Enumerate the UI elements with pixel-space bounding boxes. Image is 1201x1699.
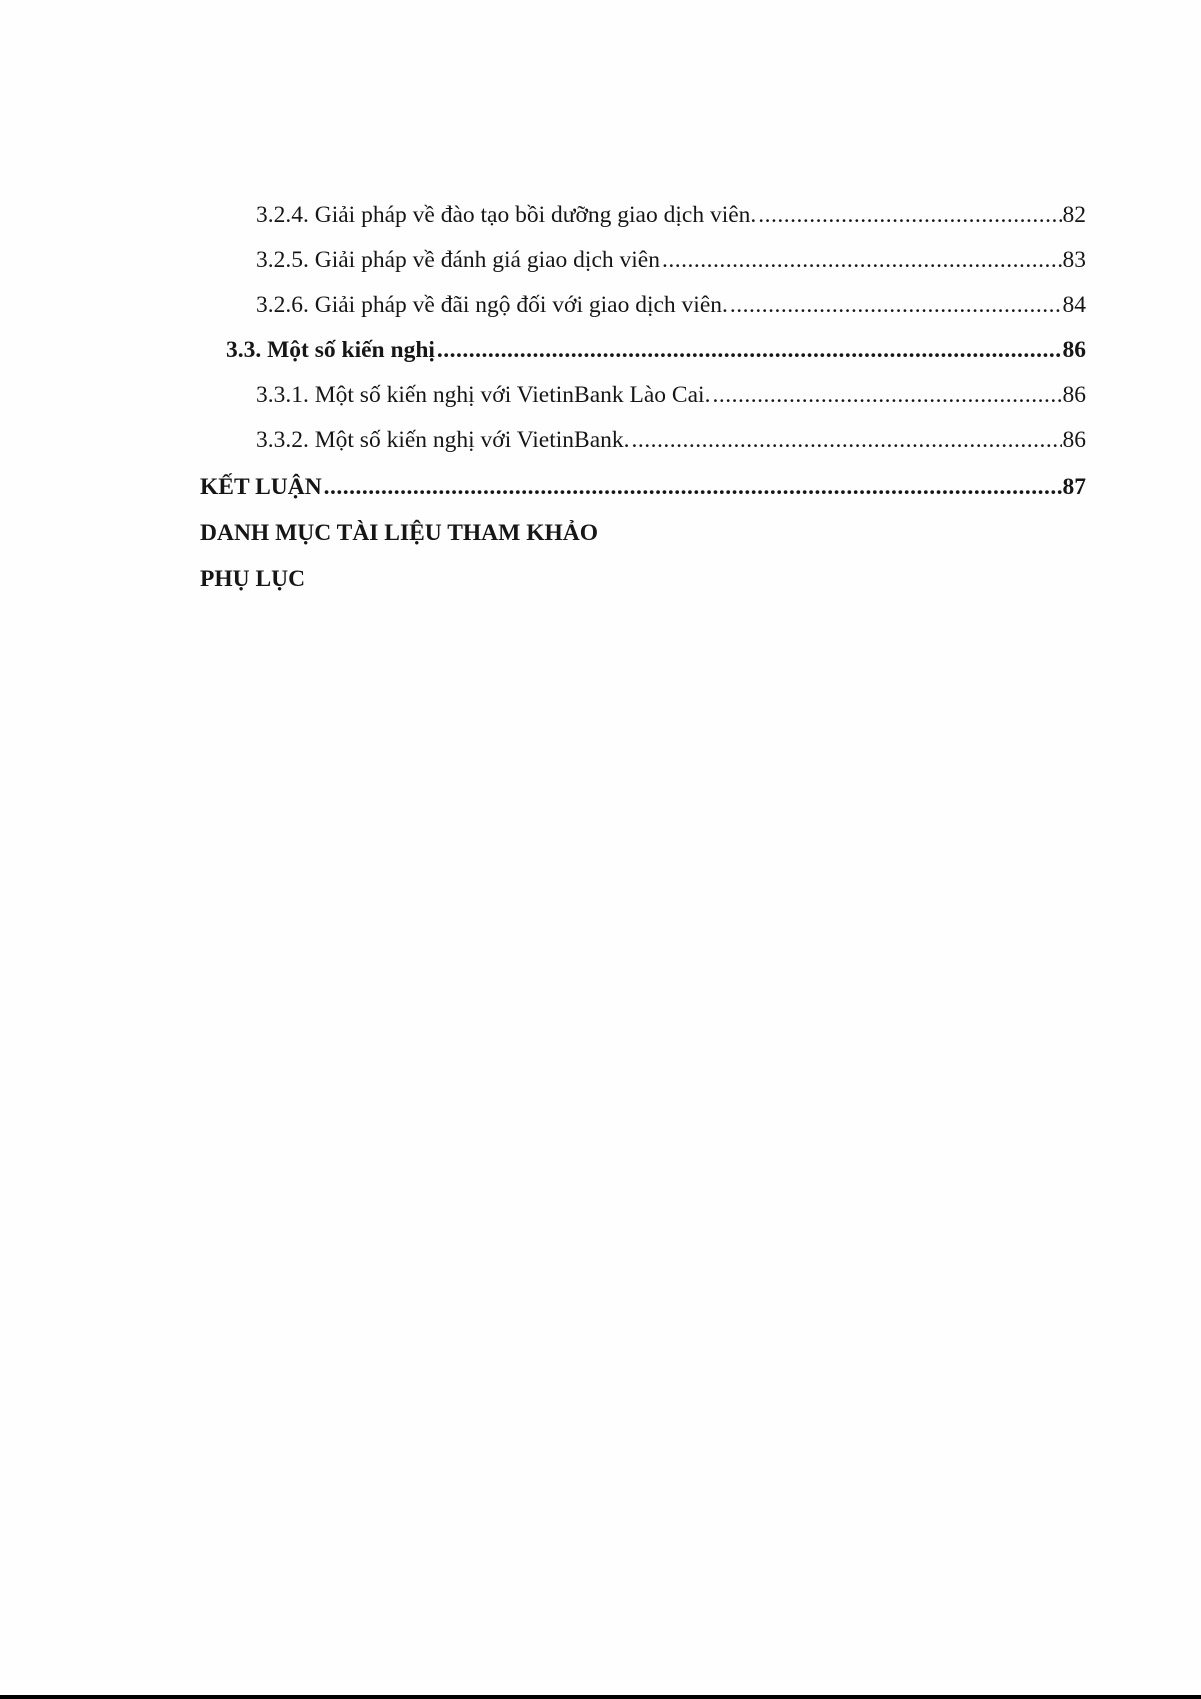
toc-entry-title: 3.2.5. Giải pháp về đánh giá giao dịch viên	[256, 247, 660, 273]
dot-leader	[712, 380, 1061, 410]
toc-entry-3-3-1[interactable]	[256, 380, 1086, 410]
page-bottom-edge	[0, 1695, 1201, 1699]
toc-entry-title: 3.3.2. Một số kiến nghị với VietinBank.	[256, 427, 630, 453]
toc-entry-page: 86	[1062, 427, 1086, 453]
toc-entry-3-3[interactable]	[226, 335, 1086, 365]
toc-entry-page: 82	[1062, 202, 1086, 228]
toc-entry-page: 86	[1062, 382, 1086, 408]
dot-leader	[324, 472, 1062, 502]
toc-entry-title: 3.3.1. Một số kiến nghị với VietinBank Lào Cai.	[256, 382, 711, 408]
dot-leader	[730, 290, 1062, 320]
toc-entry-3-2-5[interactable]	[256, 245, 1086, 275]
toc-entry-page: 84	[1062, 292, 1086, 318]
toc-entry-references[interactable]	[200, 518, 598, 548]
toc-entry-3-3-2[interactable]	[256, 425, 1086, 455]
toc-entry-title: 3.3. Một số kiến nghị	[226, 337, 435, 363]
toc-entry-page: 86	[1062, 337, 1086, 363]
toc-entry-title: 3.2.4. Giải pháp về đào tạo bồi dưỡng giao dịch viên.	[256, 202, 757, 228]
toc-entry-appendix[interactable]	[200, 564, 305, 594]
toc-entry-3-2-6[interactable]	[256, 290, 1086, 320]
toc-entry-ket-luan[interactable]	[200, 472, 1086, 502]
toc-entry-page: 87	[1062, 474, 1086, 500]
dot-leader	[758, 200, 1061, 230]
toc-entry-3-2-4[interactable]	[256, 200, 1086, 230]
toc-entry-title: PHỤ LỤC	[200, 566, 306, 592]
toc-entry-title: KẾT LUẬN	[200, 474, 322, 500]
toc-entry-title: DANH MỤC TÀI LIỆU THAM KHẢO	[200, 520, 599, 546]
dot-leader	[632, 425, 1062, 455]
dot-leader	[662, 245, 1062, 275]
toc-entry-title: 3.2.6. Giải pháp về đãi ngộ đối với giao dịch viên.	[256, 292, 728, 318]
toc-entry-page: 83	[1062, 247, 1086, 273]
dot-leader	[437, 335, 1062, 365]
